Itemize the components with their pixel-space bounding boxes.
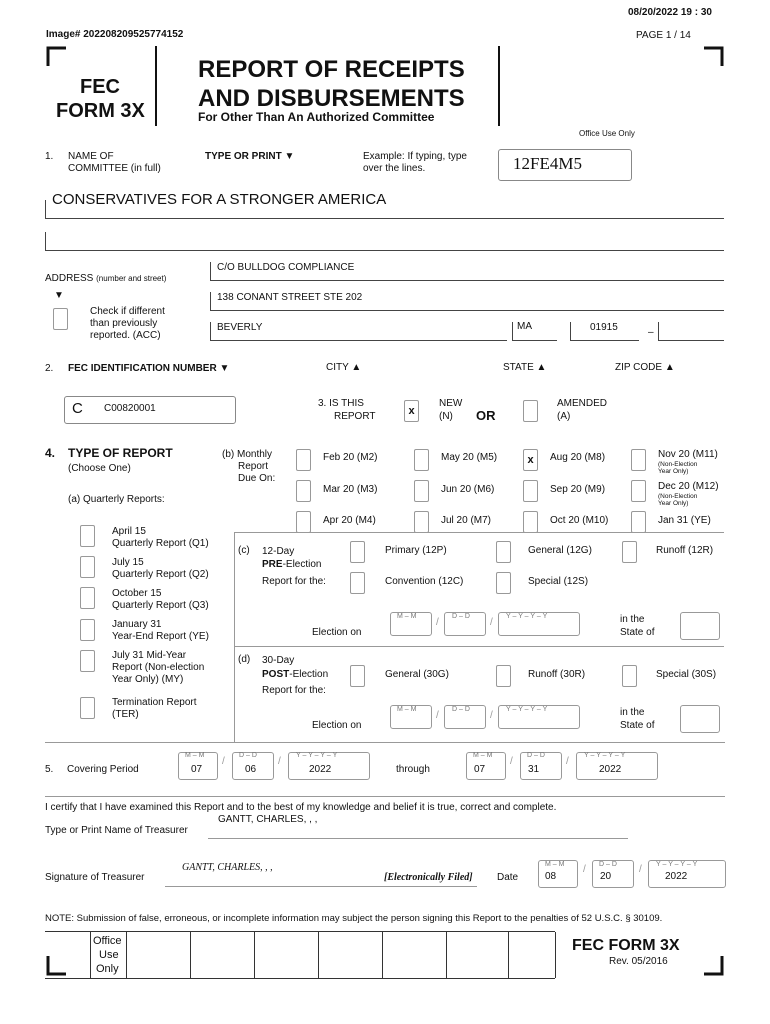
to-slash-2: / [566, 756, 569, 767]
monthly-label-line1: (b) Monthly [222, 449, 273, 460]
to-mm-hint: M – M [473, 752, 493, 759]
monthly-label-line3: Due On: [238, 473, 276, 484]
type-of-report-label: TYPE OF REPORT [68, 446, 173, 460]
to-year: 2022 [599, 764, 622, 775]
example-line2: over the lines. [363, 163, 426, 174]
office-use-line2: Use [99, 949, 119, 961]
sign-mm-hint: M – M [545, 861, 565, 868]
office-use-line3: Only [96, 963, 119, 975]
post-election-divider [234, 646, 724, 647]
from-slash-1: / [222, 756, 225, 767]
zip: 01915 [590, 322, 618, 333]
penalty-note: NOTE: Submission of false, erroneous, or incomplete information may subject the person signing this Report to the penalties of 52 U.S.C. § 30109. [45, 913, 663, 924]
to-dd-hint: D – D [527, 752, 545, 759]
certification-divider [45, 796, 725, 797]
post-yyyy-hint: Y – Y – Y – Y [506, 706, 548, 713]
state-label: STATE ▲ [503, 362, 547, 373]
post-slash-2: / [490, 710, 493, 721]
checkbox-q1[interactable] [80, 525, 95, 547]
pre-line2: PRE-Election [262, 559, 322, 570]
signature-line [165, 886, 477, 887]
check-different-line1: Check if different [90, 306, 165, 317]
signature-label: Signature of Treasurer [45, 872, 145, 883]
label-m3: Mar 20 (M3) [323, 484, 378, 495]
page-number: PAGE 1 / 14 [636, 30, 691, 41]
to-day: 31 [528, 764, 540, 775]
label-m7: Jul 20 (M7) [441, 515, 492, 526]
label-m6: Jun 20 (M6) [441, 484, 495, 495]
label-my-line2: Report (Non-election [112, 662, 205, 673]
section-divider [45, 742, 725, 743]
section-2-number: 2. [45, 363, 54, 374]
footer-revision: Rev. 05/2016 [609, 956, 668, 967]
label-m11: Nov 20 (M11) [658, 449, 718, 460]
timestamp: 08/20/2022 19 : 30 [628, 7, 712, 18]
section-1-number: 1. [45, 151, 54, 162]
sign-slash-1: / [583, 864, 586, 875]
pre-c-label: (c) [238, 545, 250, 556]
pre-yyyy-hint: Y – Y – Y – Y [506, 613, 548, 620]
office-cell-divider-5 [382, 932, 383, 978]
label-m8: Aug 20 (M8) [550, 452, 606, 463]
city-label: CITY ▲ [326, 362, 362, 373]
new-sub-label: (N) [439, 411, 453, 422]
electronically-filed-label: [Electronically Filed] [384, 872, 473, 883]
zip-dash: – [648, 327, 654, 338]
checkbox-30s[interactable] [622, 665, 637, 687]
or-label: OR [476, 408, 496, 423]
label-12r: Runoff (12R) [656, 545, 714, 556]
corner-mark-top-left [46, 46, 66, 66]
sign-month: 08 [545, 871, 557, 882]
post-election-state[interactable] [680, 705, 720, 733]
is-this-label: 3. IS THIS [318, 398, 364, 409]
label-m12-sub1: (Non-Election [658, 493, 698, 500]
to-yyyy-hint: Y – Y – Y – Y [584, 752, 626, 759]
to-slash-1: / [510, 756, 513, 767]
new-report-checkbox[interactable]: x [404, 400, 419, 422]
check-different-line3: reported. (ACC) [90, 330, 161, 341]
pre-mm-hint: M – M [397, 613, 417, 620]
report-subtitle: For Other Than An Authorized Committee [198, 110, 435, 124]
pre-election-divider [234, 532, 724, 533]
post-mm-hint: M – M [397, 706, 417, 713]
label-m9: Sep 20 (M9) [550, 484, 606, 495]
sign-slash-2: / [639, 864, 642, 875]
checkbox-ye[interactable] [80, 619, 95, 641]
checkbox-m3[interactable] [296, 480, 311, 502]
label-12s: Special (12S) [528, 576, 589, 587]
checkbox-30g[interactable] [350, 665, 365, 687]
corner-mark-bottom-right [704, 956, 724, 976]
footer-form-name: FEC FORM 3X [572, 937, 680, 954]
office-cell-divider-0 [90, 932, 91, 978]
new-label: NEW [439, 398, 463, 409]
label-q3-line1: October 15 [112, 588, 162, 599]
from-month: 07 [191, 764, 203, 775]
label-q1-line2: Quarterly Report (Q1) [112, 538, 209, 549]
pre-line3: Report for the: [262, 576, 326, 587]
address-arrow: ▼ [54, 290, 64, 301]
committee-name-field-2[interactable] [45, 232, 724, 251]
report-label: REPORT [334, 411, 376, 422]
checkbox-12p[interactable] [350, 541, 365, 563]
from-slash-2: / [278, 756, 281, 767]
post-state-of-label: State of [620, 720, 655, 731]
fec-id-value: C00820001 [104, 403, 156, 414]
section-5-number: 5. [45, 764, 54, 775]
label-q2-line1: July 15 [112, 557, 144, 568]
amended-report-checkbox[interactable] [523, 400, 538, 422]
to-month: 07 [474, 764, 486, 775]
checkbox-m4[interactable] [296, 511, 311, 533]
treasurer-name: GANTT, CHARLES, , , [218, 814, 318, 825]
report-title-line1: REPORT OF RECEIPTS [198, 56, 465, 83]
office-cell-divider-4 [318, 932, 319, 978]
report-title-line2: AND DISBURSEMENTS [198, 85, 465, 112]
amended-label: AMENDED [557, 398, 608, 409]
pre-election-state[interactable] [680, 612, 720, 640]
sign-yyyy-hint: Y – Y – Y – Y [656, 861, 698, 868]
sign-day: 20 [600, 871, 612, 882]
label-q1-line1: April 15 [112, 526, 146, 537]
zip-label: ZIP CODE ▲ [615, 362, 675, 373]
sign-year: 2022 [665, 871, 688, 882]
post-line1: 30-Day [262, 655, 295, 666]
pre-election-on-label: Election on [312, 627, 362, 638]
checkbox-ye-monthly[interactable] [631, 511, 646, 533]
committee-label-line2: COMMITTEE (in full) [68, 163, 161, 174]
state: MA [517, 321, 532, 332]
checkbox-30r[interactable] [496, 665, 511, 687]
covering-period-label: Covering Period [67, 764, 139, 775]
office-cell-divider-1 [126, 932, 127, 978]
section-4-number: 4. [45, 446, 56, 460]
quarterly-reports-label: (a) Quarterly Reports: [68, 494, 165, 505]
zip-ext-field[interactable] [658, 322, 724, 341]
address-changed-checkbox[interactable] [53, 308, 68, 330]
title-divider-right [498, 46, 500, 126]
type-grid-divider [234, 532, 235, 742]
checkbox-m10[interactable] [523, 511, 538, 533]
checkbox-m6[interactable] [414, 480, 429, 502]
label-my-line1: July 31 Mid-Year [112, 650, 187, 661]
label-12g: General (12G) [528, 545, 592, 556]
form-label-line1: FEC [80, 76, 120, 98]
city: BEVERLY [217, 322, 263, 333]
label-m10: Oct 20 (M10) [550, 515, 609, 526]
from-day: 06 [245, 764, 257, 775]
label-my-line3: Year Only) (MY) [112, 674, 184, 685]
label-ter-line1: Termination Report [112, 697, 197, 708]
title-divider-left [155, 46, 157, 126]
label-m5: May 20 (M5) [441, 452, 498, 463]
label-30g: General (30G) [385, 669, 449, 680]
office-cell-divider-2 [190, 932, 191, 978]
post-d-label: (d) [238, 654, 251, 665]
label-12c: Convention (12C) [385, 576, 464, 587]
check-different-line2: than previously [90, 318, 158, 329]
certification-statement: I certify that I have examined this Report and to the best of my knowledge and belief it is true, correct and complete. [45, 802, 557, 813]
label-30s: Special (30S) [656, 669, 717, 680]
label-12p: Primary (12P) [385, 545, 447, 556]
checkbox-q3[interactable] [80, 587, 95, 609]
post-slash-1: / [436, 710, 439, 721]
treasurer-name-label: Type or Print Name of Treasurer [45, 825, 188, 836]
label-ye-line1: January 31 [112, 619, 162, 630]
monthly-label-line2: Report [238, 461, 269, 472]
checkbox-12r[interactable] [622, 541, 637, 563]
date-label: Date [497, 872, 519, 883]
office-cell-divider-8 [555, 932, 556, 978]
post-dd-hint: D – D [452, 706, 470, 713]
label-30r: Runoff (30R) [528, 669, 586, 680]
through-label: through [396, 764, 430, 775]
checkbox-ter[interactable] [80, 697, 95, 719]
label-m11-sub1: (Non-Election [658, 461, 698, 468]
post-election-on-label: Election on [312, 720, 362, 731]
checkbox-m7[interactable] [414, 511, 429, 533]
signature-value: GANTT, CHARLES, , , [182, 862, 273, 873]
office-use-only-label: Office Use Only [579, 129, 635, 138]
from-year: 2022 [309, 764, 332, 775]
type-or-print-label: TYPE OR PRINT ▼ [205, 151, 295, 162]
choose-one-label: (Choose One) [68, 463, 131, 474]
street-line1: C/O BULLDOG COMPLIANCE [217, 262, 355, 273]
corner-mark-top-right [704, 46, 724, 66]
from-yyyy-hint: Y – Y – Y – Y [296, 752, 338, 759]
label-m12-sub2: Year Only) [658, 500, 689, 507]
image-id: Image# 202208209525774152 [46, 29, 184, 40]
checkbox-m11[interactable] [631, 449, 646, 471]
office-cell-divider-6 [446, 932, 447, 978]
office-code: 12FE4M5 [513, 154, 582, 173]
pre-line1: 12-Day [262, 546, 295, 557]
label-ye-monthly: Jan 31 (YE) [658, 515, 711, 526]
checkbox-m5[interactable] [414, 449, 429, 471]
checkbox-m2[interactable] [296, 449, 311, 471]
corner-mark-bottom-left [46, 956, 66, 976]
label-m12: Dec 20 (M12) [658, 481, 719, 492]
label-m2: Feb 20 (M2) [323, 452, 378, 463]
label-m4: Apr 20 (M4) [323, 515, 376, 526]
office-use-line1: Office [93, 935, 122, 947]
street-line2: 138 CONANT STREET STE 202 [217, 292, 363, 303]
committee-name: CONSERVATIVES FOR A STRONGER AMERICA [52, 191, 387, 208]
post-in-the-label: in the [620, 707, 645, 718]
checkbox-q2[interactable] [80, 556, 95, 578]
fec-id-label: FEC IDENTIFICATION NUMBER ▼ [68, 363, 230, 374]
checkbox-12c[interactable] [350, 572, 365, 594]
pre-slash-1: / [436, 617, 439, 628]
checkbox-m12[interactable] [631, 480, 646, 502]
sign-dd-hint: D – D [599, 861, 617, 868]
office-cell-divider-7 [508, 932, 509, 978]
committee-label-line1: NAME OF [68, 151, 114, 162]
checkbox-12g[interactable] [496, 541, 511, 563]
pre-state-of-label: State of [620, 627, 655, 638]
office-table-bottom [45, 978, 555, 979]
pre-dd-hint: D – D [452, 613, 470, 620]
label-q3-line2: Quarterly Report (Q3) [112, 600, 209, 611]
fec-id-prefix: C [72, 400, 83, 417]
checkbox-12s[interactable] [496, 572, 511, 594]
label-q2-line2: Quarterly Report (Q2) [112, 569, 209, 580]
pre-in-the-label: in the [620, 614, 645, 625]
checkbox-m9[interactable] [523, 480, 538, 502]
label-ye-line2: Year-End Report (YE) [112, 631, 209, 642]
post-line2: POST-Election [262, 669, 329, 680]
office-cell-divider-3 [254, 932, 255, 978]
form-label-line2: FORM 3X [56, 100, 145, 122]
from-dd-hint: D – D [239, 752, 257, 759]
example-line1: Example: If typing, type [363, 151, 467, 162]
label-ter-line2: (TER) [112, 709, 139, 720]
label-m11-sub2: Year Only) [658, 468, 689, 475]
amended-sub-label: (A) [557, 411, 571, 422]
checkbox-m8[interactable]: x [523, 449, 538, 471]
pre-slash-2: / [490, 617, 493, 628]
address-label: ADDRESS (number and street) [45, 273, 167, 284]
office-table-top [45, 931, 555, 932]
treasurer-name-line [208, 838, 628, 839]
checkbox-my[interactable] [80, 650, 95, 672]
from-mm-hint: M – M [185, 752, 205, 759]
post-line3: Report for the: [262, 685, 326, 696]
